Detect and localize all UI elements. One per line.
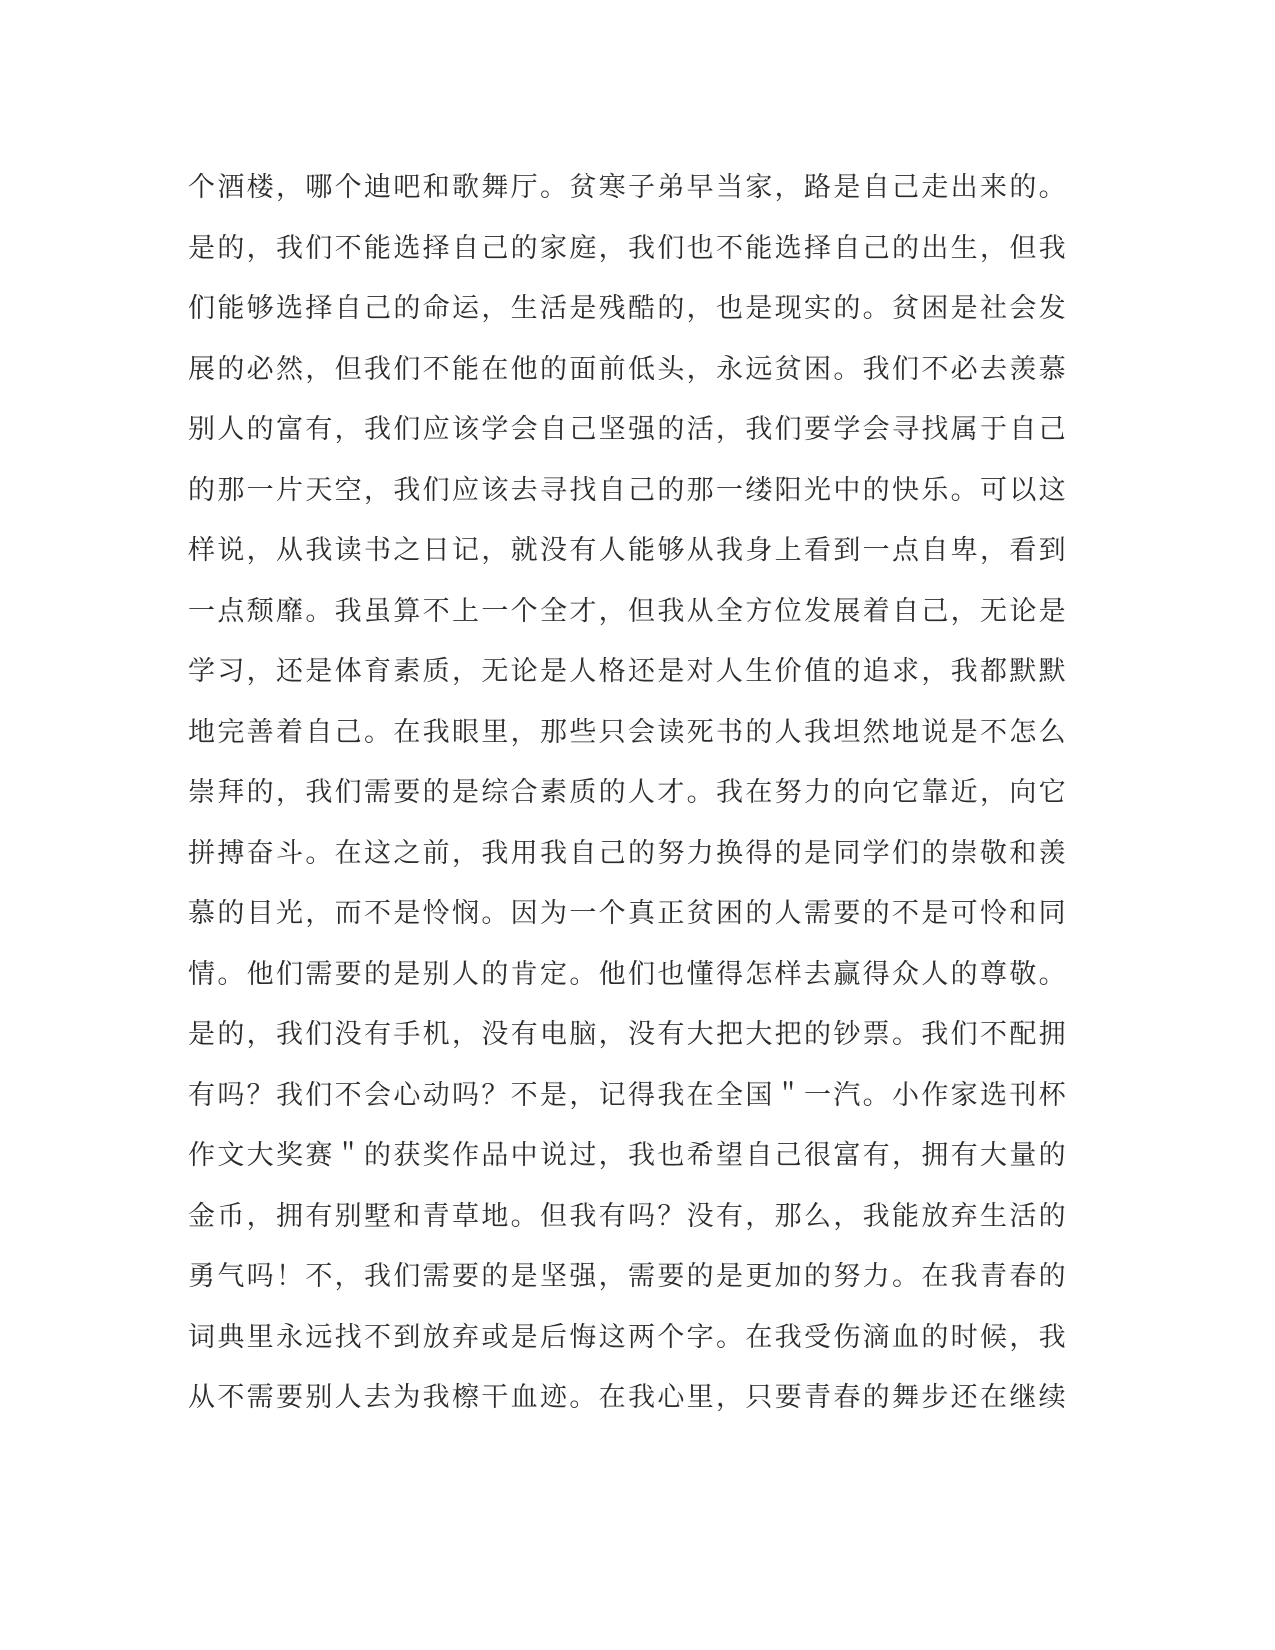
text-line: 崇拜的，我们需要的是综合素质的人才。我在努力的向它靠近，向它 bbox=[188, 777, 1068, 808]
text-line: 展的必然，但我们不能在他的面前低头，永远贫困。我们不必去羡慕 bbox=[188, 353, 1068, 385]
text-line: 是的，我们不能选择自己的家庭，我们也不能选择自己的出生，但我 bbox=[188, 232, 1068, 264]
text-line: 地完善着自己。在我眼里，那些只会读死书的人我坦然地说是不怎么 bbox=[188, 716, 1068, 748]
body-text bbox=[188, 158, 1068, 1429]
text-line: 勇气吗！不，我们需要的是坚强，需要的是更加的努力。在我青春的 bbox=[188, 1261, 1068, 1292]
text-line: 慕的目光，而不是怜悯。因为一个真正贫困的人需要的不是可怜和同 bbox=[188, 898, 1068, 929]
text-line: 的那一片天空，我们应该去寻找自己的那一缕阳光中的快乐。可以这 bbox=[188, 474, 1068, 506]
text-line: 别人的富有，我们应该学会自己坚强的活，我们要学会寻找属于自己 bbox=[188, 414, 1068, 445]
text-line: 情。他们需要的是别人的肯定。他们也懂得怎样去赢得众人的尊敬。 bbox=[188, 958, 1068, 990]
text-line: 个酒楼，哪个迪吧和歌舞厅。贫寒子弟早当家，路是自己走出来的。 bbox=[188, 172, 1068, 203]
text-line: 拼搏奋斗。在这之前，我用我自己的努力换得的是同学们的崇敬和羡 bbox=[188, 837, 1068, 869]
text-line: 是的，我们没有手机，没有电脑，没有大把大把的钞票。我们不配拥 bbox=[188, 1019, 1068, 1050]
text-line: 一点颓靡。我虽算不上一个全才，但我从全方位发展着自己，无论是 bbox=[188, 595, 1068, 627]
text-line: 词典里永远找不到放弃或是后悔这两个字。在我受伤滴血的时候，我 bbox=[188, 1321, 1068, 1353]
text-line: 作文大奖赛＂的获奖作品中说过，我也希望自己很富有，拥有大量的 bbox=[188, 1140, 1068, 1171]
text-line: 从不需要别人去为我檫干血迹。在我心里，只要青春的舞步还在继续 bbox=[188, 1382, 1068, 1413]
text-line: 学习，还是体育素质，无论是人格还是对人生价值的追求，我都默默 bbox=[188, 656, 1068, 687]
text-line: 样说，从我读书之日记，就没有人能够从我身上看到一点自卑，看到 bbox=[188, 535, 1068, 566]
text-line: 有吗？我们不会心动吗？不是，记得我在全国＂一汽。小作家选刊杯 bbox=[188, 1079, 1068, 1111]
text-line: 金币，拥有别墅和青草地。但我有吗？没有，那么，我能放弃生活的 bbox=[188, 1200, 1068, 1232]
text-line: 们能够选择自己的命运，生活是残酷的，也是现实的。贫困是社会发 bbox=[188, 293, 1068, 324]
